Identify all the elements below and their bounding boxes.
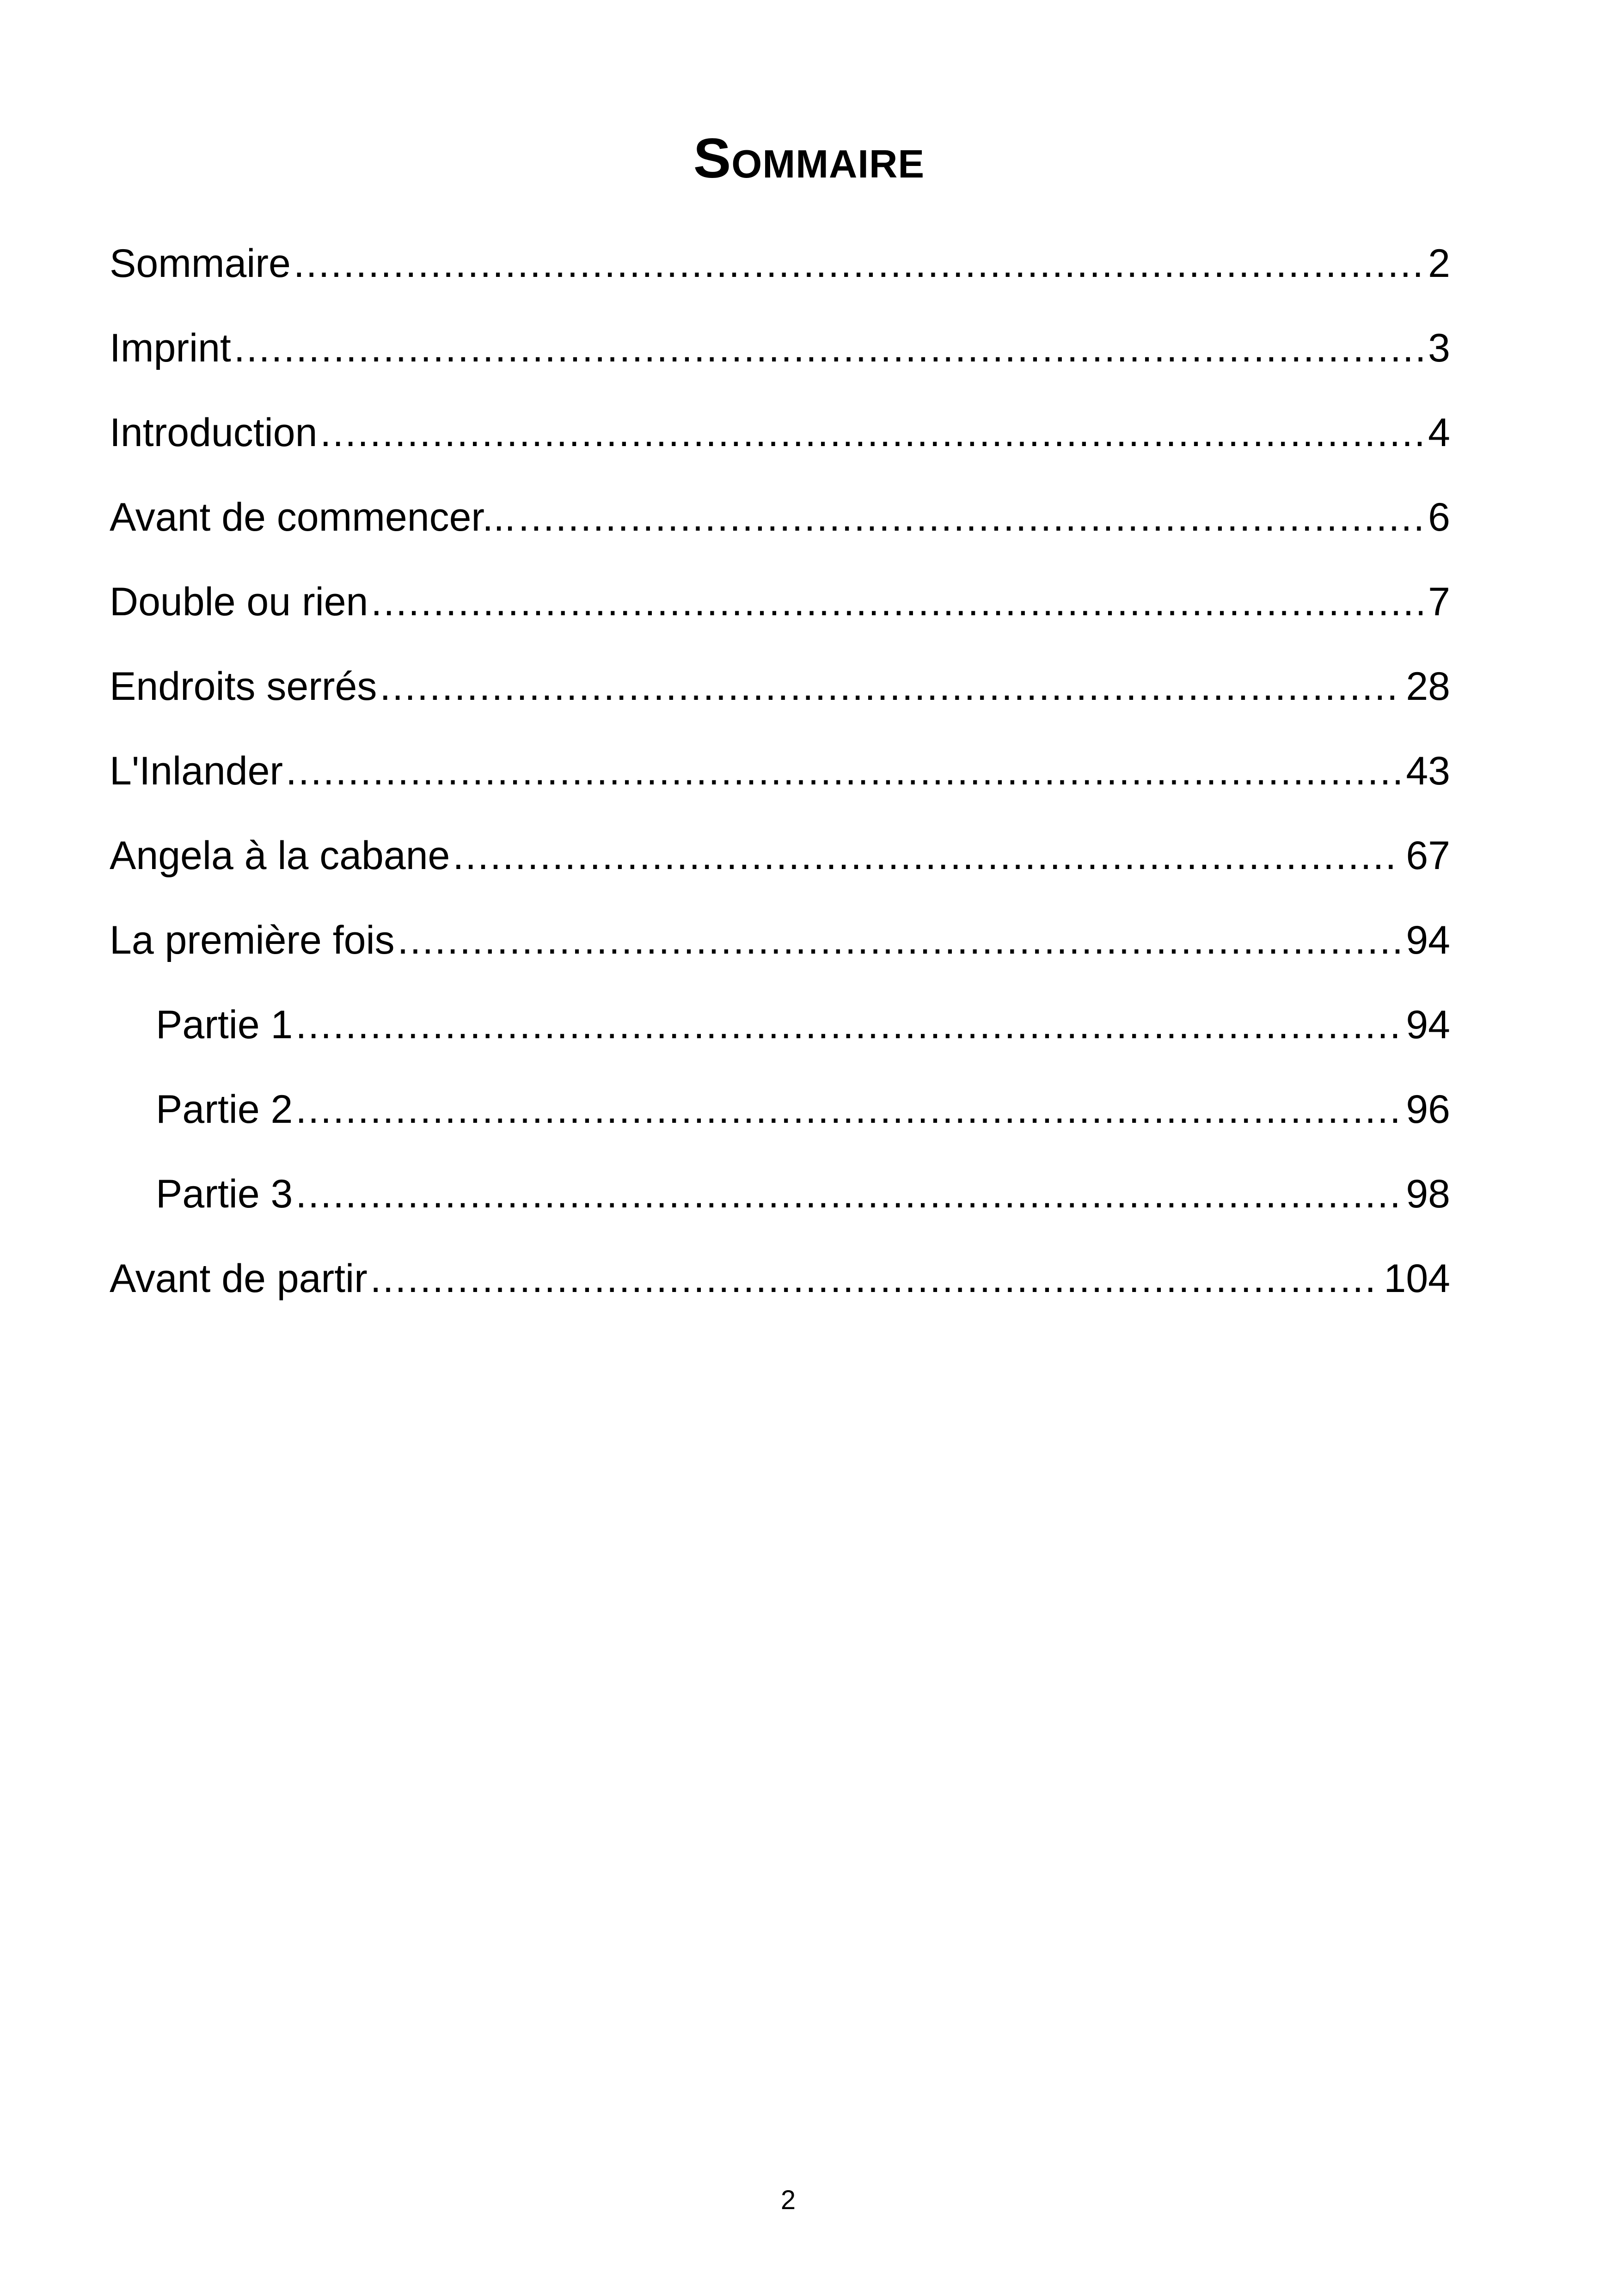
- toc-entry-label: Double ou rien: [110, 580, 368, 624]
- toc-subentry[interactable]: [110, 1164, 1450, 1249]
- toc-entry[interactable]: [110, 656, 1450, 741]
- page-title: Sommaire: [693, 127, 925, 190]
- toc-entry[interactable]: [110, 572, 1450, 656]
- toc-entry-page: 2: [1428, 241, 1450, 286]
- toc-entry-label: Imprint: [110, 326, 231, 370]
- toc-entry-page: 94: [1406, 918, 1450, 962]
- toc-entry-label: Angela à la cabane: [110, 833, 450, 878]
- page-number: 2: [780, 2185, 796, 2215]
- table-of-contents: [110, 233, 1450, 1333]
- toc-dot-leader: [320, 403, 1422, 463]
- toc-dot-leader: [518, 487, 1422, 547]
- toc-entry[interactable]: [110, 318, 1450, 403]
- toc-entry[interactable]: [110, 741, 1450, 826]
- toc-entry-page: 98: [1406, 1172, 1450, 1216]
- toc-entry-label: Partie 2: [156, 1087, 293, 1132]
- toc-entry-label: Avant de partir: [110, 1256, 368, 1301]
- toc-entry-label: Sommaire: [110, 241, 291, 286]
- toc-entry-page: 67: [1406, 833, 1450, 878]
- toc-dot-leader: [286, 741, 1400, 801]
- toc-dot-leader: [294, 233, 1422, 294]
- toc-entry-page: 3: [1428, 326, 1450, 370]
- toc-dot-leader: [380, 656, 1400, 716]
- toc-dot-leader: [234, 318, 1422, 378]
- toc-entry[interactable]: [110, 233, 1450, 318]
- toc-entry[interactable]: [110, 910, 1450, 995]
- toc-entry-page: 4: [1428, 410, 1450, 455]
- toc-entry-page: 94: [1406, 1003, 1450, 1047]
- toc-entry-label: Avant de commencer...: [110, 495, 515, 539]
- toc-entry[interactable]: [110, 487, 1450, 572]
- toc-entry[interactable]: [110, 403, 1450, 487]
- toc-dot-leader: [295, 1164, 1400, 1224]
- toc-dot-leader: [295, 995, 1400, 1055]
- toc-dot-leader: [371, 572, 1422, 632]
- toc-entry-label: Introduction: [110, 410, 318, 455]
- toc-dot-leader: [370, 1249, 1379, 1309]
- toc-entry[interactable]: [110, 826, 1450, 910]
- toc-entry-label: Partie 3: [156, 1172, 293, 1216]
- toc-dot-leader: [398, 910, 1401, 970]
- toc-subentry[interactable]: [110, 1079, 1450, 1164]
- toc-entry-label: La première fois: [110, 918, 395, 962]
- toc-entry[interactable]: [110, 1249, 1450, 1333]
- toc-entry-label: Endroits serrés: [110, 664, 377, 709]
- toc-subentry[interactable]: [110, 995, 1450, 1079]
- toc-entry-label: L'Inlander: [110, 749, 283, 793]
- toc-entry-page: 28: [1406, 664, 1450, 709]
- toc-dot-leader: [453, 826, 1400, 886]
- toc-entry-page: 6: [1428, 495, 1450, 539]
- toc-entry-page: 43: [1406, 749, 1450, 793]
- toc-entry-page: 96: [1406, 1087, 1450, 1132]
- toc-dot-leader: [295, 1079, 1400, 1139]
- toc-entry-page: 104: [1384, 1256, 1450, 1301]
- toc-entry-label: Partie 1: [156, 1003, 293, 1047]
- toc-entry-page: 7: [1428, 580, 1450, 624]
